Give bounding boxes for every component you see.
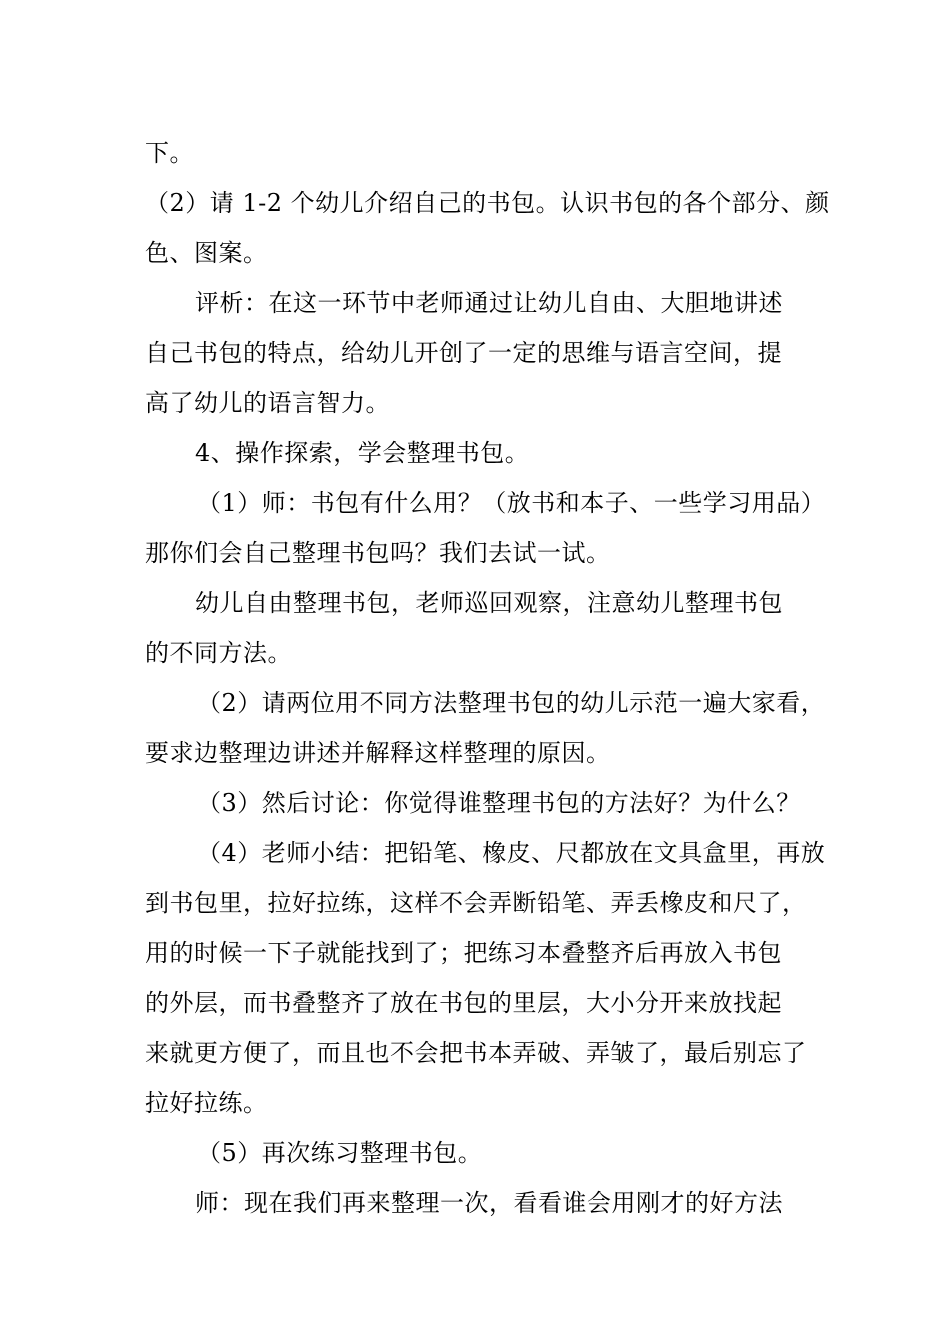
text-line: （4）老师小结：把铅笔、橡皮、尺都放在文具盒里，再放 <box>197 839 826 867</box>
text-line: 自己书包的特点，给幼儿开创了一定的思维与语言空间，提 <box>145 339 782 367</box>
text-line: 4、操作探索，学会整理书包。 <box>195 439 530 467</box>
text-line: （2）请两位用不同方法整理书包的幼儿示范一遍大家看， <box>197 689 826 717</box>
text-line: 那你们会自己整理书包吗？我们去试一试。 <box>145 539 611 567</box>
text-line: （2）请 1-2 个幼儿介绍自己的书包。认识书包的各个部分、颜 <box>145 189 830 217</box>
document-body <box>145 128 830 1228</box>
text-line: 到书包里，拉好拉练，这样不会弄断铅笔、弄丢橡皮和尺了， <box>145 889 807 917</box>
text-line: （1）师：书包有什么用？（放书和本子、一些学习用品） <box>197 489 826 517</box>
text-line: 师：现在我们再来整理一次，看看谁会用刚才的好方法 <box>195 1189 783 1217</box>
text-line: 来就更方便了，而且也不会把书本弄破、弄皱了，最后别忘了 <box>145 1039 807 1067</box>
text-line: 的外层，而书叠整齐了放在书包的里层，大小分开来放找起 <box>145 989 782 1017</box>
text-line: 幼儿自由整理书包，老师巡回观察，注意幼儿整理书包 <box>195 589 783 617</box>
text-line: 用的时候一下子就能找到了；把练习本叠整齐后再放入书包 <box>145 939 782 967</box>
text-line: 下。 <box>145 139 194 167</box>
text-line: （5）再次练习整理书包。 <box>197 1139 483 1167</box>
text-line: 的不同方法。 <box>145 639 292 667</box>
text-line: 高了幼儿的语言智力。 <box>145 389 390 417</box>
text-line: 要求边整理边讲述并解释这样整理的原因。 <box>145 739 611 767</box>
text-line: 色、图案。 <box>145 239 268 267</box>
text-line: （3）然后讨论：你觉得谁整理书包的方法好？为什么？ <box>197 789 801 817</box>
text-line: 评析：在这一环节中老师通过让幼儿自由、大胆地讲述 <box>195 289 783 317</box>
text-line: 拉好拉练。 <box>145 1089 268 1117</box>
